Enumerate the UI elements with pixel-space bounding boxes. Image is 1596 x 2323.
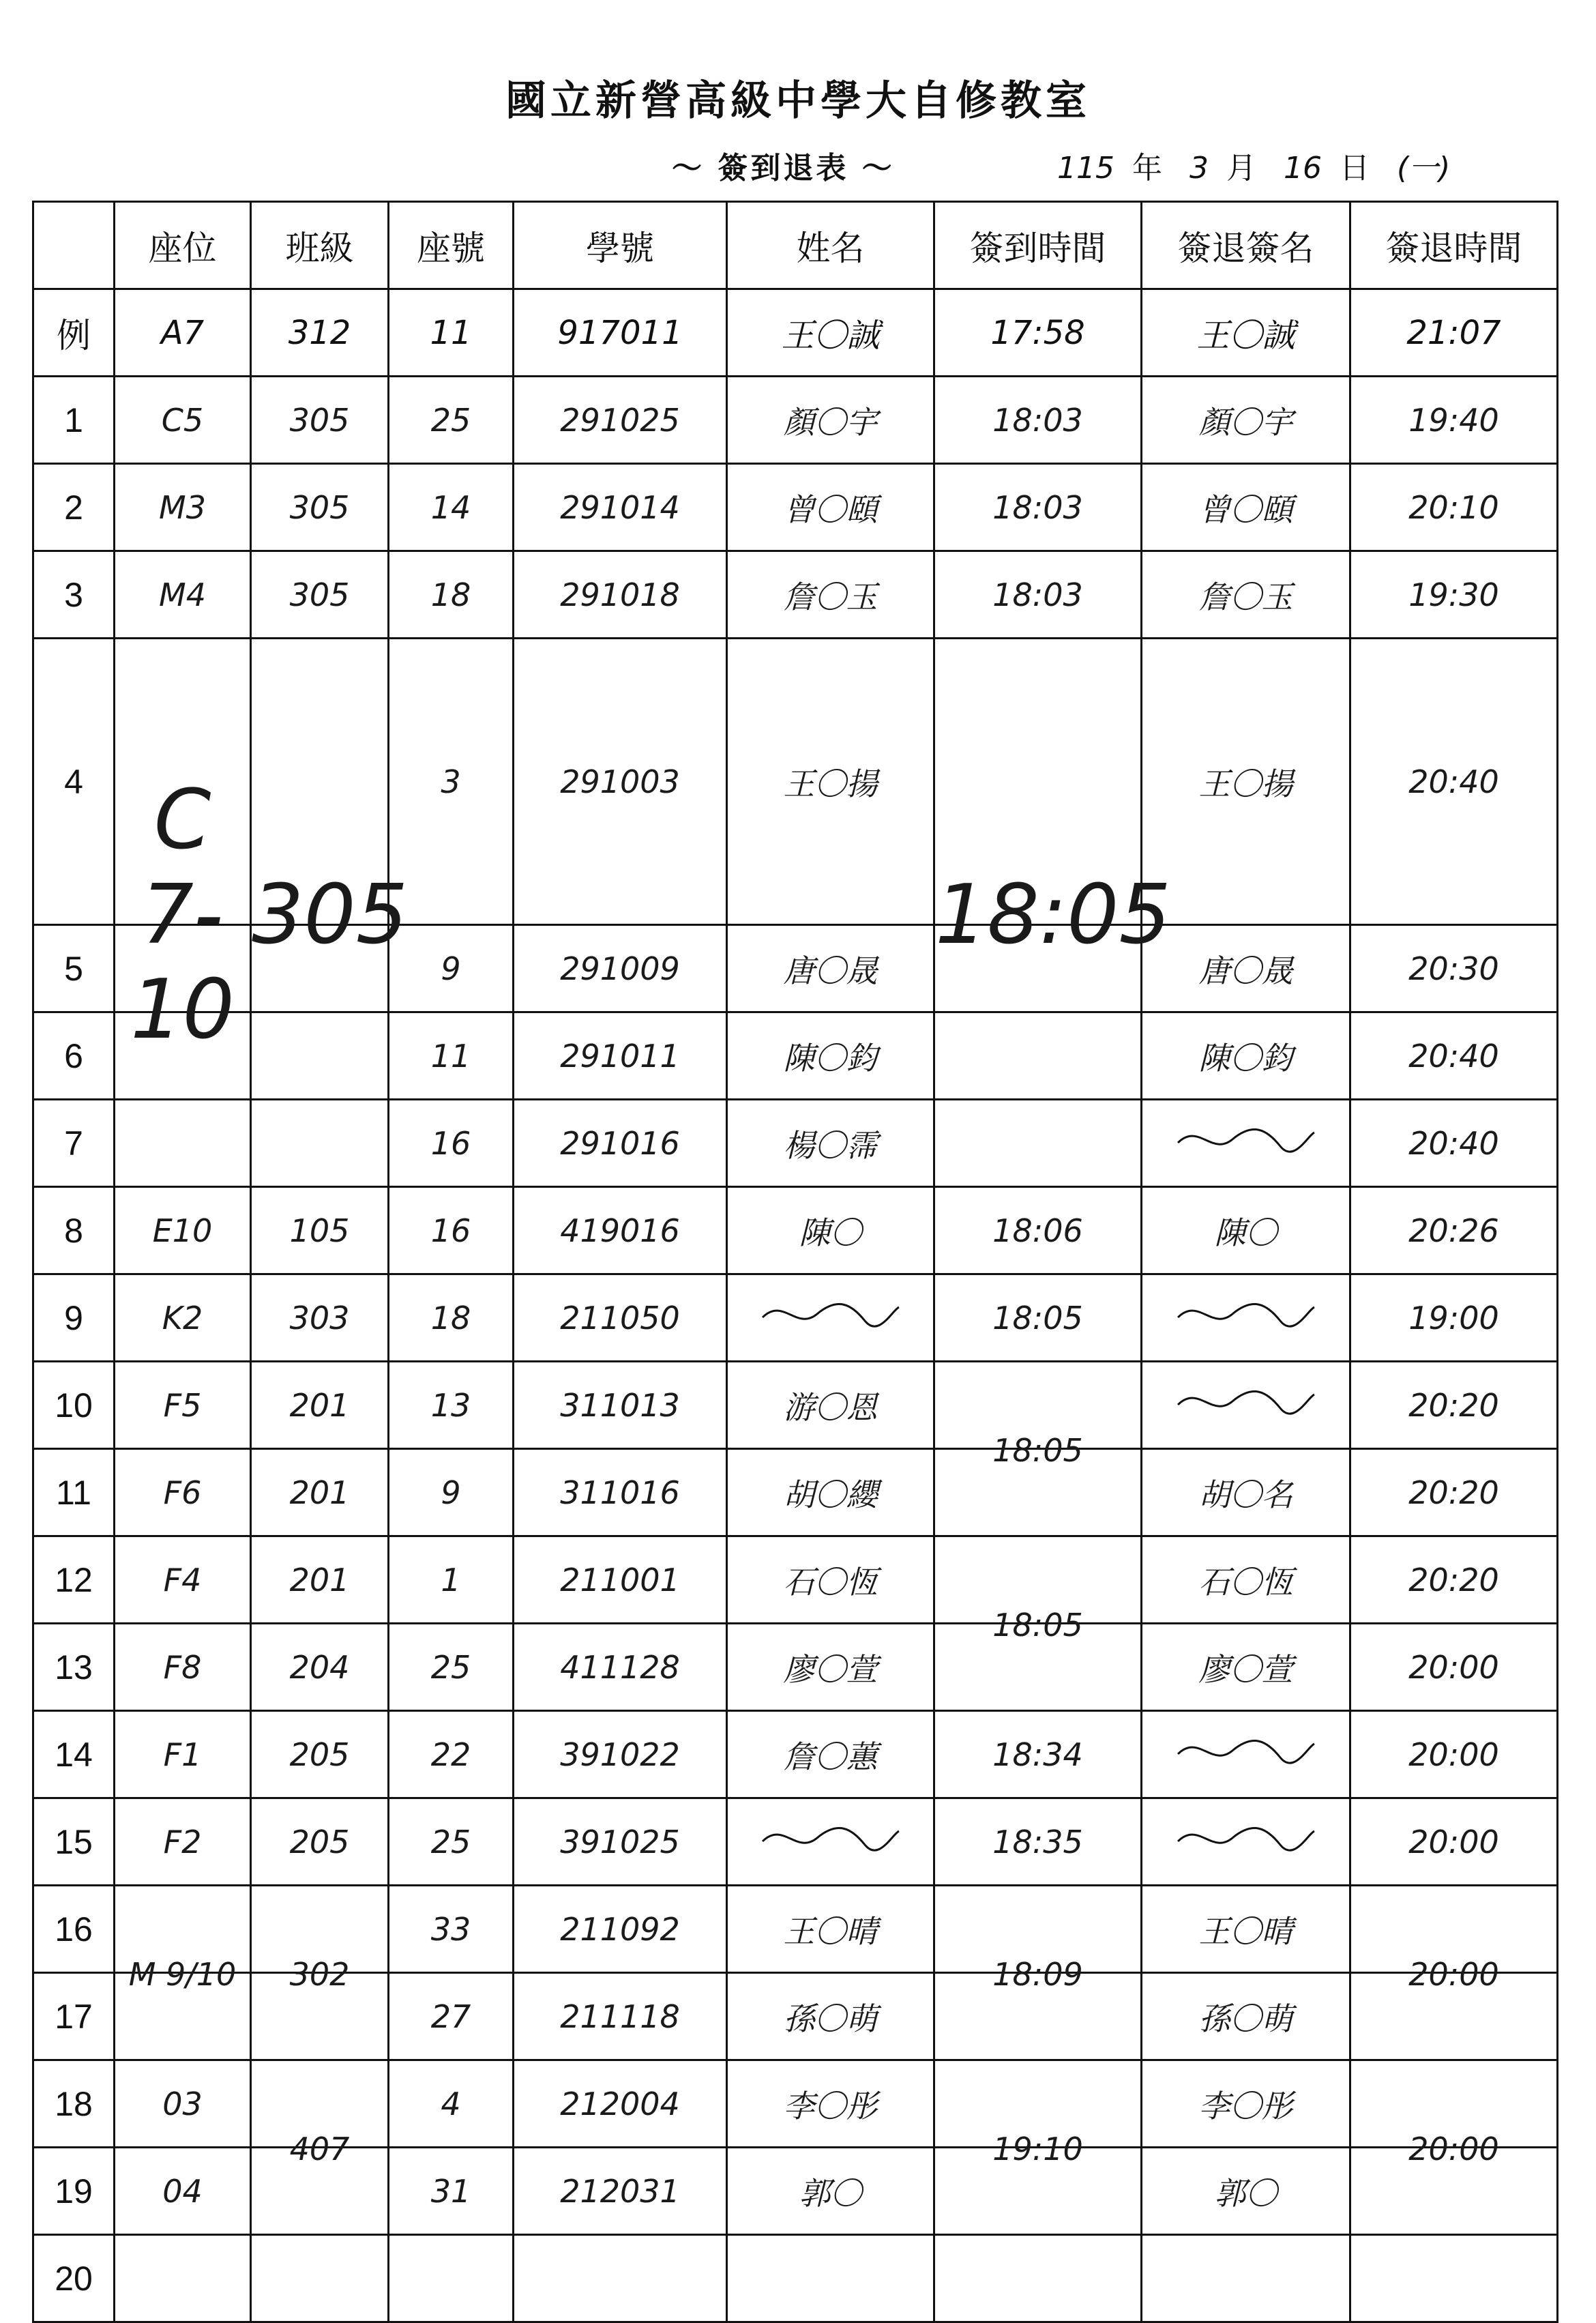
merged-sign-in-time: 18:05	[992, 1431, 1083, 1469]
sign-out-signature-cell[interactable]	[1142, 1711, 1350, 1798]
seat-number-cell[interactable]: 9	[389, 925, 514, 1012]
sign-in-time-cell[interactable]	[934, 925, 1142, 1012]
sign-out-time-cell[interactable]: 20:20	[1350, 1449, 1558, 1536]
sign-out-signature-cell[interactable]: 陳〇鈞	[1142, 1012, 1350, 1100]
seat-number-cell[interactable]: 18	[389, 1274, 514, 1362]
seat-cell[interactable]	[115, 1886, 251, 1993]
sign-out-signature-cell[interactable]	[1142, 2235, 1350, 2322]
student-id-cell[interactable]: 291025	[514, 377, 727, 464]
seat-number-cell[interactable]: 31	[389, 2148, 514, 2235]
table-row	[33, 2148, 1558, 2235]
sign-in-time-cell[interactable]	[934, 1012, 1142, 1100]
table-header-row	[33, 202, 1558, 289]
sign-out-time-cell[interactable]: 19:40	[1350, 377, 1558, 464]
merged-sign-in-time: 18:05	[992, 1606, 1083, 1643]
row-number: 19	[33, 2148, 115, 2235]
student-id-cell[interactable]: 419016	[514, 1187, 727, 1274]
table-row	[33, 1798, 1558, 1886]
name-cell[interactable]: 廖〇萱	[727, 1624, 934, 1711]
name-cell[interactable]: 胡〇纓	[727, 1449, 934, 1536]
name-cell[interactable]: 陳〇鈞	[727, 1012, 934, 1100]
seat-number-cell[interactable]: 14	[389, 464, 514, 551]
seat-cell[interactable]	[115, 639, 251, 1057]
seat-number-cell[interactable]	[389, 2235, 514, 2322]
name-cell[interactable]	[727, 2235, 934, 2322]
seat-cell[interactable]: K2	[115, 1274, 251, 1362]
sign-out-signature-cell[interactable]: 王〇揚	[1142, 639, 1350, 925]
seat-number-cell[interactable]: 1	[389, 1536, 514, 1624]
sign-in-time-cell[interactable]: 18:35	[934, 1798, 1142, 1886]
sign-out-time-cell[interactable]: 20:20	[1350, 1536, 1558, 1624]
merged-sign-in-time: 18:05	[935, 868, 1171, 963]
seat-cell[interactable]: F6	[115, 1449, 251, 1536]
class-cell[interactable]: 201	[251, 1449, 389, 1536]
sign-out-signature-cell[interactable]	[1142, 1100, 1350, 1187]
example-class: 312	[251, 289, 389, 377]
seat-number-cell[interactable]: 11	[389, 1012, 514, 1100]
student-id-cell[interactable]: 291014	[514, 464, 727, 551]
name-cell[interactable]: 曾〇頤	[727, 464, 934, 551]
date-year: 115	[1057, 151, 1114, 186]
student-id-cell[interactable]: 291003	[514, 639, 727, 925]
column-header-8: 簽退時間	[1350, 202, 1558, 289]
class-cell[interactable]	[251, 2148, 389, 2235]
signature-scribble-icon	[1171, 1727, 1321, 1774]
name-cell[interactable]: 石〇恆	[727, 1536, 934, 1624]
row-number: 1	[33, 377, 115, 464]
sign-in-time-cell[interactable]	[934, 1449, 1142, 1536]
column-header-0	[33, 202, 115, 289]
table-row	[33, 925, 1558, 1012]
signature-scribble-icon	[1171, 1115, 1321, 1163]
sign-out-signature-cell[interactable]: 顏〇宇	[1142, 377, 1350, 464]
seat-number-cell[interactable]: 4	[389, 2060, 514, 2148]
example-seat-number: 11	[389, 289, 514, 377]
date-month: 3	[1189, 151, 1209, 186]
row-number: 6	[33, 1012, 115, 1100]
sign-in-time-cell[interactable]: 18:05	[934, 1274, 1142, 1362]
sign-in-time-cell[interactable]: 18:03	[934, 551, 1142, 639]
sign-out-time-cell[interactable]: 19:00	[1350, 1274, 1558, 1362]
student-id-cell[interactable]: 211118	[514, 1973, 727, 2060]
class-cell[interactable]	[251, 2235, 389, 2322]
signature-scribble-icon	[1171, 1290, 1321, 1338]
sign-in-time-cell[interactable]: 18:03	[934, 377, 1142, 464]
class-cell[interactable]	[251, 2060, 389, 2167]
student-id-cell[interactable]: 211050	[514, 1274, 727, 1362]
row-number: 5	[33, 925, 115, 1012]
student-id-cell[interactable]: 411128	[514, 1624, 727, 1711]
seat-number-cell[interactable]: 25	[389, 1798, 514, 1886]
sign-out-time-cell[interactable]: 20:00	[1350, 1798, 1558, 1886]
table-row	[33, 2235, 1558, 2322]
name-cell[interactable]: 詹〇蕙	[727, 1711, 934, 1798]
student-id-cell[interactable]: 311016	[514, 1449, 727, 1536]
class-cell[interactable]: 205	[251, 1798, 389, 1886]
example-student-id: 917011	[514, 289, 727, 377]
seat-cell[interactable]: F8	[115, 1624, 251, 1711]
seat-cell[interactable]: E10	[115, 1187, 251, 1274]
seat-number-cell[interactable]: 25	[389, 1624, 514, 1711]
seat-number-cell[interactable]: 33	[389, 1886, 514, 1973]
sign-in-time-cell[interactable]: 18:34	[934, 1711, 1142, 1798]
name-cell[interactable]: 楊〇霈	[727, 1100, 934, 1187]
sign-out-time-cell[interactable]: 20:40	[1350, 1012, 1558, 1100]
student-id-cell[interactable]: 291009	[514, 925, 727, 1012]
signature-scribble-icon	[1171, 1377, 1321, 1425]
name-cell[interactable]	[727, 1274, 934, 1362]
class-cell[interactable]: 305	[251, 377, 389, 464]
row-number: 3	[33, 551, 115, 639]
seat-number-cell[interactable]: 18	[389, 551, 514, 639]
sign-out-signature-cell[interactable]: 李〇彤	[1142, 2060, 1350, 2148]
sign-in-time-cell[interactable]	[934, 1624, 1142, 1711]
table-row	[33, 551, 1558, 639]
sign-out-time-cell[interactable]	[1350, 1886, 1558, 1993]
column-header-1: 座位	[115, 202, 251, 289]
sign-out-time-cell[interactable]	[1350, 2060, 1558, 2167]
class-cell[interactable]: 105	[251, 1187, 389, 1274]
seat-cell[interactable]	[115, 1973, 251, 2060]
example-sign-in-time: 17:58	[934, 289, 1142, 377]
class-cell[interactable]	[251, 1100, 389, 1187]
name-cell[interactable]: 王〇揚	[727, 639, 934, 925]
sign-out-time-cell[interactable]: 19:30	[1350, 551, 1558, 639]
sign-in-time-cell[interactable]	[934, 2060, 1142, 2167]
sign-in-time-cell[interactable]: 18:06	[934, 1187, 1142, 1274]
row-number: 8	[33, 1187, 115, 1274]
table-row	[33, 1012, 1558, 1100]
class-cell[interactable]	[251, 925, 389, 1012]
sign-out-signature-cell[interactable]: 廖〇萱	[1142, 1624, 1350, 1711]
sign-out-signature-cell[interactable]: 曾〇頤	[1142, 464, 1350, 551]
seat-number-cell[interactable]: 16	[389, 1100, 514, 1187]
signature-scribble-icon	[756, 1290, 906, 1338]
seat-cell[interactable]: F2	[115, 1798, 251, 1886]
row-label: 例	[33, 289, 115, 377]
sign-out-signature-cell[interactable]: 胡〇名	[1142, 1449, 1350, 1536]
seat-cell[interactable]	[115, 1012, 251, 1100]
merged-class: 407	[289, 2130, 350, 2167]
sign-out-signature-cell[interactable]: 詹〇玉	[1142, 551, 1350, 639]
row-number: 4	[33, 639, 115, 925]
column-header-4: 學號	[514, 202, 727, 289]
student-id-cell[interactable]: 291011	[514, 1012, 727, 1100]
date-month-label: 月	[1226, 151, 1256, 186]
merged-sign-out-time: 20:00	[1408, 1955, 1499, 1993]
table-row	[33, 1886, 1558, 1973]
sign-out-signature-cell[interactable]	[1142, 1274, 1350, 1362]
student-id-cell[interactable]: 391022	[514, 1711, 727, 1798]
student-id-cell[interactable]: 211001	[514, 1536, 727, 1624]
form-subtitle: ～ 簽到退表 ～	[672, 151, 895, 186]
merged-seat: C 7-10	[130, 773, 235, 1057]
seat-number-cell[interactable]: 25	[389, 377, 514, 464]
sign-out-signature-cell[interactable]: 孫〇萌	[1142, 1973, 1350, 2060]
table-row	[33, 1624, 1558, 1711]
name-cell[interactable]: 詹〇玉	[727, 551, 934, 639]
name-cell[interactable]: 孫〇萌	[727, 1973, 934, 2060]
seat-cell[interactable]: F5	[115, 1362, 251, 1449]
seat-cell[interactable]	[115, 1100, 251, 1187]
sign-in-time-cell[interactable]	[934, 1362, 1142, 1469]
table-row	[33, 1274, 1558, 1362]
name-cell[interactable]: 李〇彤	[727, 2060, 934, 2148]
sign-in-time-cell[interactable]	[934, 639, 1171, 963]
merged-sign-in-time: 19:10	[992, 2130, 1083, 2167]
name-cell[interactable]: 唐〇晟	[727, 925, 934, 1012]
class-cell[interactable]	[251, 1886, 389, 1993]
sign-out-time-cell[interactable]	[1350, 2148, 1558, 2235]
sign-out-time-cell[interactable]: 20:00	[1350, 1624, 1558, 1711]
student-id-cell[interactable]: 212031	[514, 2148, 727, 2235]
name-cell[interactable]: 顏〇宇	[727, 377, 934, 464]
example-name: 王〇誠	[727, 289, 934, 377]
table-row	[33, 1449, 1558, 1536]
sign-in-time-cell[interactable]: 18:03	[934, 464, 1142, 551]
name-cell[interactable]: 陳〇	[727, 1187, 934, 1274]
sign-out-time-cell[interactable]	[1350, 1973, 1558, 2060]
row-number: 20	[33, 2235, 115, 2322]
seat-cell[interactable]: F1	[115, 1711, 251, 1798]
sign-in-time-cell[interactable]	[934, 1536, 1142, 1643]
sign-out-signature-cell[interactable]	[1142, 1798, 1350, 1886]
class-cell[interactable]	[251, 1973, 389, 2060]
table-row	[33, 464, 1558, 551]
class-cell[interactable]: 305	[251, 464, 389, 551]
date-day-label: 日	[1339, 151, 1370, 186]
seat-number-cell[interactable]: 22	[389, 1711, 514, 1798]
student-id-cell[interactable]: 291016	[514, 1100, 727, 1187]
name-cell[interactable]: 王〇晴	[727, 1886, 934, 1973]
class-cell[interactable]: 201	[251, 1536, 389, 1624]
date-day: 16	[1283, 151, 1322, 186]
form-title: 國立新營高級中學大自修教室	[505, 77, 1091, 125]
seat-cell[interactable]	[115, 925, 251, 1012]
seat-cell[interactable]: 04	[115, 2148, 251, 2235]
table-row	[33, 639, 1558, 925]
sign-out-signature-cell[interactable]: 唐〇晟	[1142, 925, 1350, 1012]
sign-in-time-cell[interactable]	[934, 1100, 1142, 1187]
sign-in-time-cell[interactable]	[934, 1886, 1142, 1993]
seat-number-cell[interactable]: 9	[389, 1449, 514, 1536]
table-row	[33, 1711, 1558, 1798]
class-cell[interactable]: 305	[251, 551, 389, 639]
row-number: 15	[33, 1798, 115, 1886]
sign-in-time-cell[interactable]	[934, 1973, 1142, 2060]
signature-scribble-icon	[1171, 1814, 1321, 1862]
sign-out-time-cell[interactable]	[1350, 2235, 1558, 2322]
seat-cell[interactable]	[115, 2235, 251, 2322]
name-cell[interactable]: 郭〇	[727, 2148, 934, 2235]
merged-sign-out-time: 20:00	[1408, 2130, 1499, 2167]
table-row	[33, 1362, 1558, 1449]
student-id-cell[interactable]: 391025	[514, 1798, 727, 1886]
class-cell[interactable]: 204	[251, 1624, 389, 1711]
seat-number-cell[interactable]: 16	[389, 1187, 514, 1274]
name-cell[interactable]: 游〇恩	[727, 1362, 934, 1449]
row-number: 7	[33, 1100, 115, 1187]
example-sign-out-time: 21:07	[1350, 289, 1558, 377]
seat-cell[interactable]: M3	[115, 464, 251, 551]
seat-number-cell[interactable]: 13	[389, 1362, 514, 1449]
row-number: 12	[33, 1536, 115, 1624]
table-row	[33, 1536, 1558, 1624]
merged-class: 305	[252, 868, 409, 963]
date-weekday: (一)	[1396, 151, 1451, 186]
sign-out-time-cell[interactable]: 20:00	[1350, 1711, 1558, 1798]
column-header-3: 座號	[389, 202, 514, 289]
sign-out-signature-cell[interactable]: 郭〇	[1142, 2148, 1350, 2235]
student-id-cell[interactable]	[514, 2235, 727, 2322]
row-number: 18	[33, 2060, 115, 2148]
sign-out-time-cell[interactable]: 20:20	[1350, 1362, 1558, 1449]
row-number: 11	[33, 1449, 115, 1536]
signature-scribble-icon	[756, 1814, 906, 1862]
sign-out-time-cell[interactable]: 20:30	[1350, 925, 1558, 1012]
table-row	[33, 1187, 1558, 1274]
seat-number-cell[interactable]: 3	[389, 639, 514, 925]
sign-out-time-cell[interactable]: 20:40	[1350, 639, 1558, 925]
form-date	[1057, 143, 1468, 187]
student-id-cell[interactable]: 211092	[514, 1886, 727, 1973]
seat-cell[interactable]: M4	[115, 551, 251, 639]
class-cell[interactable]: 303	[251, 1274, 389, 1362]
student-id-cell[interactable]: 311013	[514, 1362, 727, 1449]
sign-out-time-cell[interactable]: 20:10	[1350, 464, 1558, 551]
row-number: 14	[33, 1711, 115, 1798]
row-number: 2	[33, 464, 115, 551]
row-number: 17	[33, 1973, 115, 2060]
date-year-label: 年	[1132, 151, 1162, 186]
sign-in-time-cell[interactable]	[934, 2235, 1142, 2322]
column-header-7: 簽退簽名	[1142, 202, 1350, 289]
name-cell[interactable]	[727, 1798, 934, 1886]
sign-out-signature-cell[interactable]: 陳〇	[1142, 1187, 1350, 1274]
column-header-5: 姓名	[727, 202, 934, 289]
example-row	[33, 289, 1558, 377]
class-cell[interactable]: 201	[251, 1362, 389, 1449]
seat-cell[interactable]: 03	[115, 2060, 251, 2148]
class-cell[interactable]	[251, 1012, 389, 1100]
row-number: 16	[33, 1886, 115, 1973]
table-row	[33, 1973, 1558, 2060]
column-header-6: 簽到時間	[934, 202, 1142, 289]
class-cell[interactable]	[251, 639, 409, 963]
merged-sign-in-time: 18:09	[992, 1955, 1083, 1993]
example-sign-out-signature: 王〇誠	[1142, 289, 1350, 377]
table-row	[33, 2060, 1558, 2148]
row-number: 10	[33, 1362, 115, 1449]
sign-out-time-cell[interactable]: 20:26	[1350, 1187, 1558, 1274]
row-number: 13	[33, 1624, 115, 1711]
sign-out-time-cell[interactable]: 20:40	[1350, 1100, 1558, 1187]
sign-in-time-cell[interactable]	[934, 2148, 1142, 2235]
sign-out-signature-cell[interactable]: 石〇恆	[1142, 1536, 1350, 1624]
class-cell[interactable]: 205	[251, 1711, 389, 1798]
sign-out-signature-cell[interactable]	[1142, 1362, 1350, 1449]
example-seat: A7	[115, 289, 251, 377]
student-id-cell[interactable]: 212004	[514, 2060, 727, 2148]
table-row	[33, 1100, 1558, 1187]
column-header-2: 班級	[251, 202, 389, 289]
sign-out-signature-cell[interactable]: 王〇晴	[1142, 1886, 1350, 1973]
seat-cell[interactable]: F4	[115, 1536, 251, 1624]
row-number: 9	[33, 1274, 115, 1362]
student-id-cell[interactable]: 291018	[514, 551, 727, 639]
merged-seat: M 9/10	[128, 1955, 237, 1993]
seat-number-cell[interactable]: 27	[389, 1973, 514, 2060]
merged-class: 302	[289, 1955, 350, 1993]
sign-in-out-table	[32, 201, 1558, 2323]
seat-cell[interactable]: C5	[115, 377, 251, 464]
table-row	[33, 377, 1558, 464]
